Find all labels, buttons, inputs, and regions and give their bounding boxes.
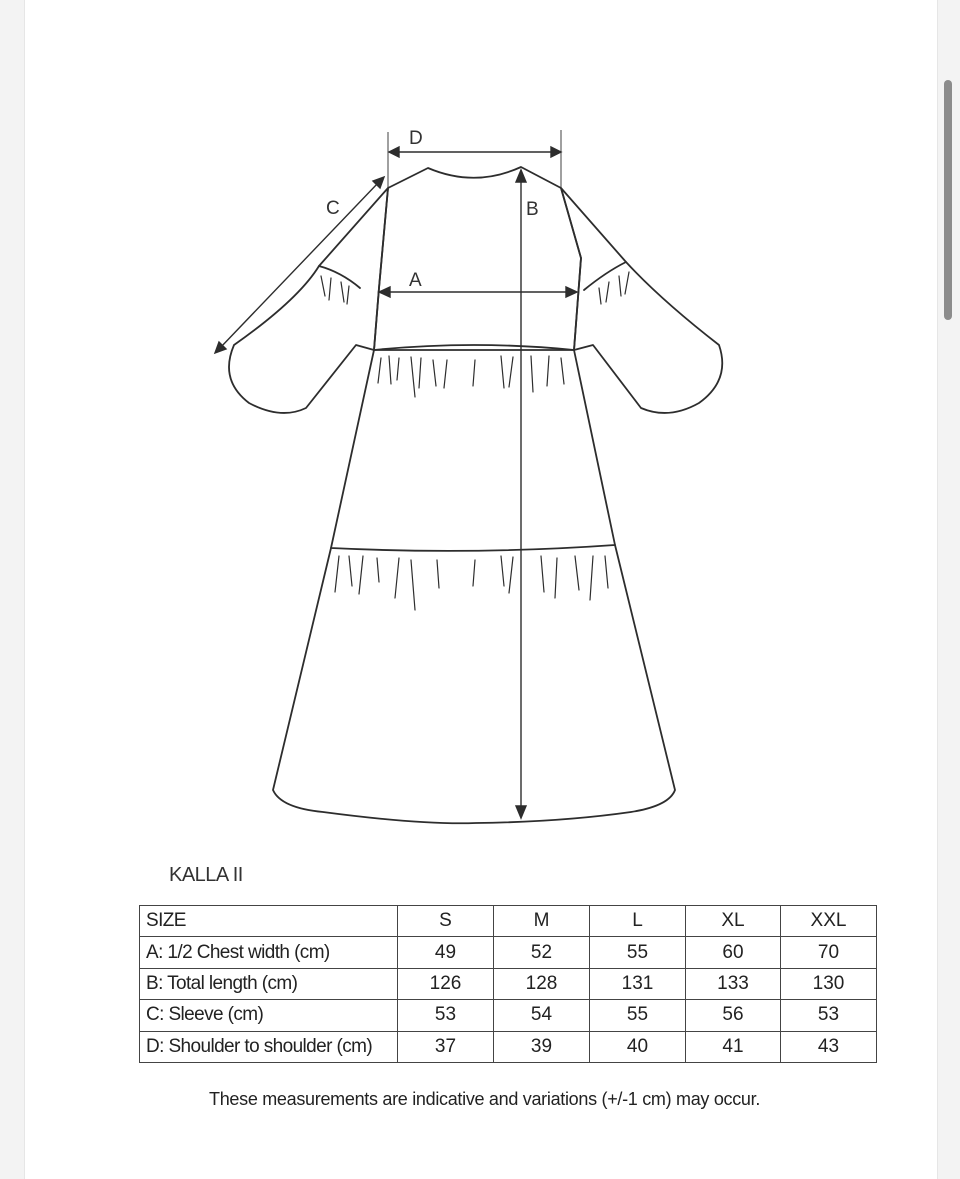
measure-line-c [220,183,378,348]
table-cell: 60 [686,937,781,968]
table-cell: 126 [398,968,494,999]
dress-diagram [25,0,937,840]
table-cell: 49 [398,937,494,968]
table-row [140,1031,877,1062]
table-cell: 39 [494,1031,590,1062]
table-cell: 41 [686,1031,781,1062]
table-cell: 70 [781,937,877,968]
row-label: B: Total length (cm) [140,968,398,999]
table-cell: 128 [494,968,590,999]
table-cell: 55 [590,937,686,968]
table-cell: 53 [398,1000,494,1031]
table-row [140,937,877,968]
table-cell: 52 [494,937,590,968]
table-cell: 53 [781,1000,877,1031]
measurement-disclaimer: These measurements are indicative and variations (+/-1 cm) may occur. [209,1089,761,1109]
row-label: A: 1/2 Chest width (cm) [140,937,398,968]
table-cell: 43 [781,1031,877,1062]
table-row [140,1000,877,1031]
header-size-xl: XL [686,906,781,937]
left-sleeve [229,188,388,413]
table-cell: 40 [590,1031,686,1062]
page [24,0,938,1179]
product-name: KALLA II [169,864,243,886]
label-d: D [409,128,423,149]
scrollbar-thumb[interactable] [944,80,952,320]
table-cell: 55 [590,1000,686,1031]
header-size-xxl: XXL [781,906,877,937]
table-cell: 37 [398,1031,494,1062]
header-size-s: S [398,906,494,937]
label-b: B [526,199,539,220]
header-size-l: L [590,906,686,937]
size-chart-table [139,905,877,1063]
dress-bottom-tier [273,545,675,823]
header-size-m: M [494,906,590,937]
header-size-label: SIZE [140,906,398,937]
table-row [140,968,877,999]
table-cell: 131 [590,968,686,999]
dress-bodice [374,167,581,350]
label-a: A [409,270,422,291]
table-cell: 133 [686,968,781,999]
table-header-row [140,906,877,937]
label-c: C [326,198,340,219]
table-cell: 54 [494,1000,590,1031]
row-label: C: Sleeve (cm) [140,1000,398,1031]
table-cell: 56 [686,1000,781,1031]
table-cell: 130 [781,968,877,999]
row-label: D: Shoulder to shoulder (cm) [140,1031,398,1062]
right-sleeve [561,188,722,413]
